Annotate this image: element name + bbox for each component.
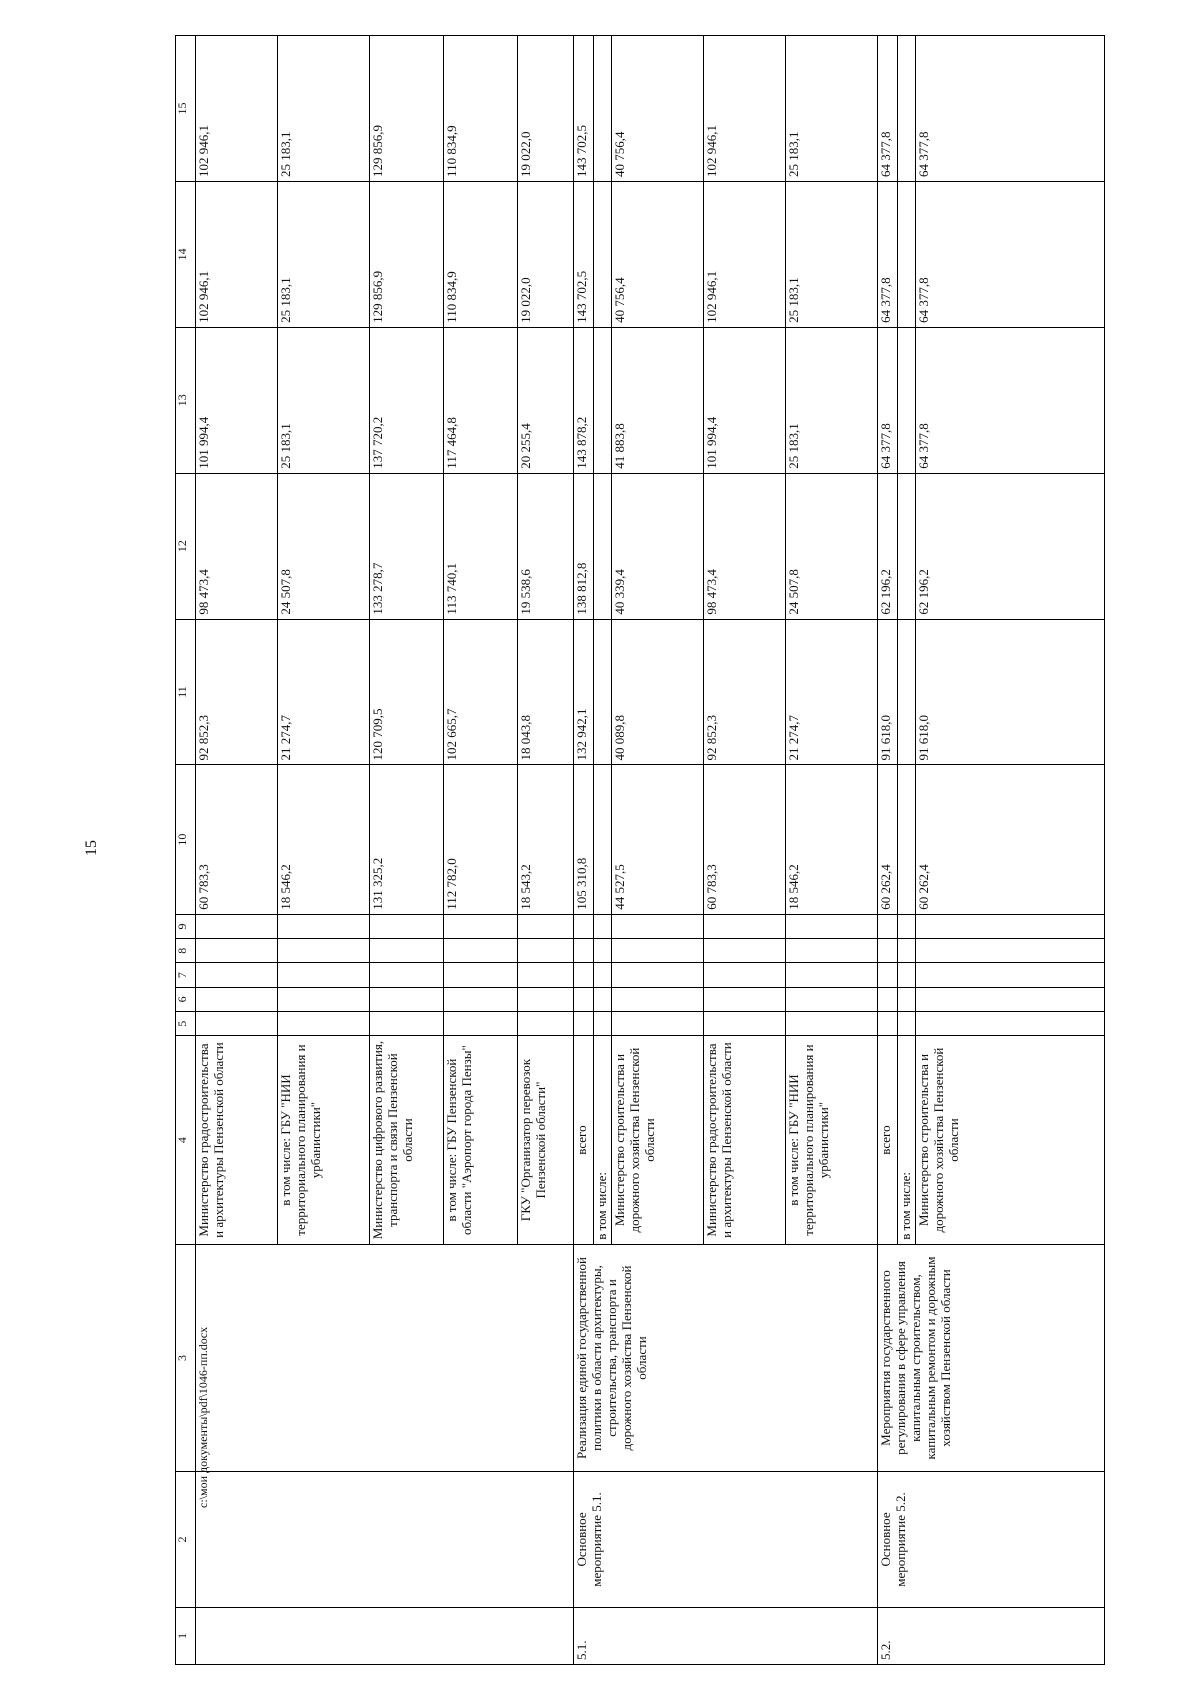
total-cell: 138 812,8 [574, 473, 594, 619]
value-cell: 110 834,9 [444, 181, 518, 327]
value-cell: 102 946,1 [196, 181, 278, 327]
value-cell: 110 834,9 [444, 36, 518, 182]
col-header: 13 [176, 327, 196, 473]
total-cell: 143 702,5 [574, 36, 594, 182]
executor-cell: Министерство строительства и дорожного хозяйства Пензенской области [915, 1036, 1104, 1244]
value-cell: 25 183,1 [785, 36, 877, 182]
value-cell: 44 527,5 [611, 765, 703, 914]
value-cell: 120 709,5 [370, 619, 444, 765]
value-cell: 102 946,1 [703, 181, 785, 327]
page-number: 15 [83, 840, 100, 856]
value-cell: 101 994,4 [703, 327, 785, 473]
executor-cell: в том числе: ГБУ "НИИ территориального планирования и урбанистики" [785, 1036, 877, 1244]
executor-cell: Министерство строительства и дорожного хозяйства Пензенской области [611, 1036, 703, 1244]
item-type: Основное мероприятие 5.1. [574, 1472, 878, 1607]
executor-cell: в том числе: ГБУ Пензенской области "Аэропорт города Пензы" [444, 1036, 518, 1244]
value-cell: 19 022,0 [518, 36, 574, 182]
including-label: в том числе: [897, 1036, 915, 1244]
total-label: всего [574, 1036, 594, 1244]
col-header: 4 [176, 1036, 196, 1244]
item-name: Мероприятия государственного регулирования в сфере управления капитальным строительством, капитальным ремонтом и дорожным хозяйством Пензенской области [877, 1244, 1104, 1472]
budget-table [175, 35, 1105, 1665]
total-cell: 132 942,1 [574, 619, 594, 765]
total-label: всего [877, 1036, 897, 1244]
value-cell: 133 278,7 [370, 473, 444, 619]
value-cell: 25 183,1 [278, 327, 370, 473]
value-cell: 19 538,6 [518, 473, 574, 619]
value-cell: 24 507,8 [278, 473, 370, 619]
value-cell: 60 262,4 [915, 765, 1104, 914]
value-cell: 92 852,3 [196, 619, 278, 765]
value-cell: 18 543,2 [518, 765, 574, 914]
value-cell: 102 946,1 [703, 36, 785, 182]
value-cell: 19 022,0 [518, 181, 574, 327]
col-header: 9 [176, 914, 196, 938]
value-cell: 64 377,8 [915, 327, 1104, 473]
value-cell: 25 183,1 [785, 327, 877, 473]
value-cell: 64 377,8 [915, 36, 1104, 182]
executor-cell: ГКУ "Организатор перевозок Пензенской области" [518, 1036, 574, 1244]
col-header: 5 [176, 1012, 196, 1036]
col-header: 11 [176, 619, 196, 765]
col-header: 8 [176, 939, 196, 963]
col-header: 10 [176, 765, 196, 914]
value-cell: 131 325,2 [370, 765, 444, 914]
col-header: 14 [176, 181, 196, 327]
col-header: 3 [176, 1244, 196, 1472]
value-cell: 102 665,7 [444, 619, 518, 765]
total-cell: 91 618,0 [877, 619, 897, 765]
total-cell: 60 262,4 [877, 765, 897, 914]
value-cell: 117 464,8 [444, 327, 518, 473]
col-header: 7 [176, 963, 196, 987]
col-header: 2 [176, 1472, 196, 1607]
value-cell: 40 089,8 [611, 619, 703, 765]
col-header: 1 [176, 1607, 196, 1664]
executor-cell: в том числе: ГБУ "НИИ территориального планирования и урбанистики" [278, 1036, 370, 1244]
value-cell: 129 856,9 [370, 181, 444, 327]
total-cell: 64 377,8 [877, 327, 897, 473]
value-cell: 25 183,1 [278, 36, 370, 182]
col-header: 6 [176, 987, 196, 1011]
value-cell: 129 856,9 [370, 36, 444, 182]
value-cell: 91 618,0 [915, 619, 1104, 765]
value-cell: 25 183,1 [785, 181, 877, 327]
value-cell: 40 756,4 [611, 181, 703, 327]
value-cell: 25 183,1 [278, 181, 370, 327]
item-number: 5.1. [574, 1607, 878, 1664]
value-cell: 60 783,3 [196, 765, 278, 914]
col-header: 15 [176, 36, 196, 182]
col-header: 12 [176, 473, 196, 619]
value-cell: 41 883,8 [611, 327, 703, 473]
value-cell: 18 043,8 [518, 619, 574, 765]
budget-table-rotated [175, 35, 1105, 1665]
value-cell: 98 473,4 [196, 473, 278, 619]
table-row [574, 36, 594, 1665]
value-cell: 18 546,2 [785, 765, 877, 914]
value-cell: 21 274,7 [278, 619, 370, 765]
total-cell: 62 196,2 [877, 473, 897, 619]
value-cell: 64 377,8 [915, 181, 1104, 327]
total-cell: 143 702,5 [574, 181, 594, 327]
executor-cell: Министерство градостроительства и архитектуры Пензенской области [703, 1036, 785, 1244]
total-cell: 105 310,8 [574, 765, 594, 914]
value-cell: 102 946,1 [196, 36, 278, 182]
item-type: Основное мероприятие 5.2. [877, 1472, 1104, 1607]
value-cell: 98 473,4 [703, 473, 785, 619]
value-cell: 101 994,4 [196, 327, 278, 473]
executor-cell: Министерство цифрового развития, транспорта и связи Пензенской области [370, 1036, 444, 1244]
value-cell: 21 274,7 [785, 619, 877, 765]
value-cell: 137 720,2 [370, 327, 444, 473]
value-cell: 60 783,3 [703, 765, 785, 914]
including-label: в том числе: [594, 1036, 612, 1244]
value-cell: 40 339,4 [611, 473, 703, 619]
item-number: 5.2. [877, 1607, 1104, 1664]
value-cell: 18 546,2 [278, 765, 370, 914]
value-cell: 20 255,4 [518, 327, 574, 473]
value-cell: 62 196,2 [915, 473, 1104, 619]
item-name: Реализация единой государственной политики в области архитектуры, строительства, транспорта и дорожного хозяйства Пензенской области [574, 1244, 878, 1472]
total-cell: 143 878,2 [574, 327, 594, 473]
value-cell: 113 740,1 [444, 473, 518, 619]
executor-cell: Министерство градостроительства и архитектуры Пензенской области [196, 1036, 278, 1244]
value-cell: 92 852,3 [703, 619, 785, 765]
table-row [877, 36, 897, 1665]
total-cell: 64 377,8 [877, 36, 897, 182]
footer-file-path: c:\мои документы\pdf\1046-пп.docx [196, 1326, 210, 1508]
value-cell: 112 782,0 [444, 765, 518, 914]
value-cell: 24 507,8 [785, 473, 877, 619]
value-cell: 40 756,4 [611, 36, 703, 182]
total-cell: 64 377,8 [877, 181, 897, 327]
